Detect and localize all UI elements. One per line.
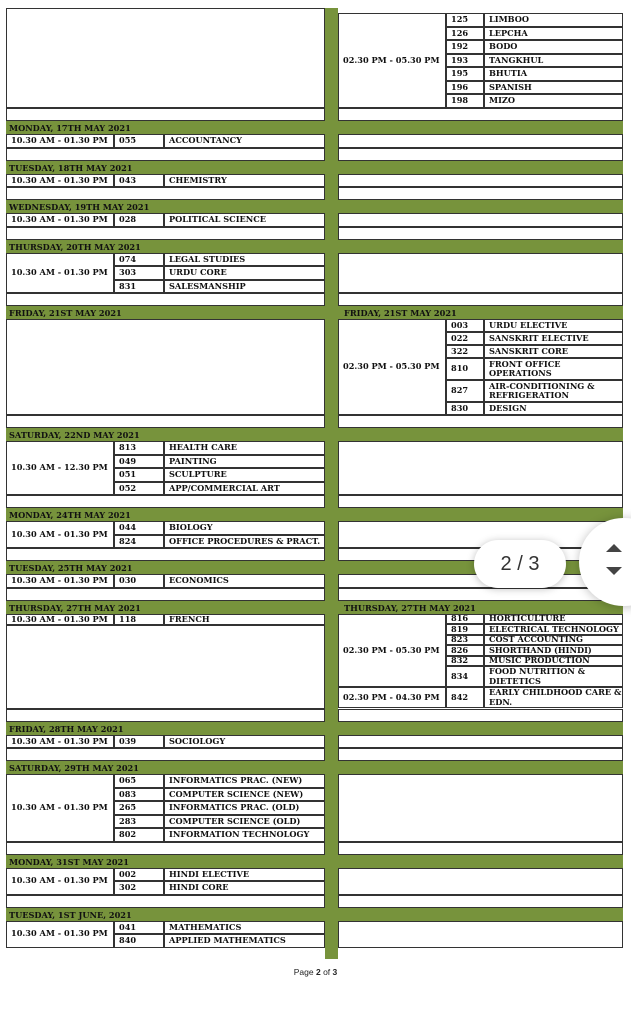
subject-name-text: INFORMATICS PRAC. (NEW) bbox=[169, 775, 303, 786]
session-time bbox=[6, 521, 114, 548]
subject-code-right-text: 192 bbox=[451, 41, 469, 52]
date-heading: THURSDAY, 20TH MAY 2021 bbox=[9, 241, 141, 252]
subject-code-right-text: 193 bbox=[451, 54, 469, 65]
subject-name-text: LEGAL STUDIES bbox=[169, 253, 246, 264]
subject-name-text: CHEMISTRY bbox=[169, 174, 227, 185]
subject-code bbox=[114, 881, 164, 895]
session-time-text: 10.30 AM - 01.30 PM bbox=[11, 735, 108, 746]
date-heading: SATURDAY, 22ND MAY 2021 bbox=[9, 430, 140, 440]
subject-name bbox=[164, 468, 325, 482]
empty-left-cell bbox=[6, 319, 325, 415]
subject-name bbox=[164, 574, 325, 588]
subject-code bbox=[114, 134, 164, 148]
page-label: Page bbox=[293, 967, 316, 977]
session-time-text: 10.30 AM - 01.30 PM bbox=[11, 135, 108, 146]
subject-code bbox=[114, 574, 164, 588]
subject-code-right-text: 810 bbox=[451, 363, 469, 374]
subject-code-text: 831 bbox=[119, 280, 137, 291]
session-time-text: 10.30 AM - 01.30 PM bbox=[11, 802, 108, 813]
subject-code-right-text: 003 bbox=[451, 319, 469, 330]
subject-name-right bbox=[484, 402, 623, 415]
session-time-text: 10.30 AM - 01.30 PM bbox=[11, 174, 108, 185]
subject-code-text: 028 bbox=[119, 214, 137, 225]
subject-name-right bbox=[484, 656, 623, 667]
subject-name-right-text: SANSKRIT ELECTIVE bbox=[489, 332, 589, 343]
date-heading: TUESDAY, 1ST JUNE, 2021 bbox=[9, 909, 132, 920]
subject-code-text: 044 bbox=[119, 522, 137, 533]
date-heading: TUESDAY, 25TH MAY 2021 bbox=[9, 563, 133, 573]
subject-code bbox=[114, 815, 164, 829]
session-time-text: 10.30 AM - 01.30 PM bbox=[11, 528, 108, 539]
subject-name bbox=[164, 535, 325, 549]
date-band bbox=[6, 508, 623, 521]
subject-name-text: ECONOMICS bbox=[169, 575, 229, 586]
date-heading: FRIDAY, 21ST MAY 2021 bbox=[9, 308, 122, 318]
subject-name-right-text: SHORTHAND (HINDI) bbox=[489, 644, 592, 655]
subject-code-text: 302 bbox=[119, 882, 137, 893]
subject-code-text: 083 bbox=[119, 788, 137, 799]
subject-code-right-text: 823 bbox=[451, 634, 469, 645]
subject-name bbox=[164, 174, 325, 188]
date-heading: SATURDAY, 29TH MAY 2021 bbox=[9, 763, 139, 773]
subject-name-right bbox=[484, 624, 623, 635]
subject-code bbox=[114, 521, 164, 535]
subject-name bbox=[164, 828, 325, 842]
session-time bbox=[6, 868, 114, 895]
subject-code-right-text: 830 bbox=[451, 402, 469, 413]
session-time bbox=[6, 441, 114, 495]
date-band bbox=[6, 121, 623, 134]
subject-code-right bbox=[446, 666, 484, 687]
page-current: 2 bbox=[315, 967, 321, 977]
subject-name-text: PAINTING bbox=[169, 455, 217, 466]
subject-name bbox=[164, 868, 325, 882]
subject-code bbox=[114, 934, 164, 948]
empty-right-cell bbox=[338, 868, 623, 895]
date-heading: MONDAY, 31ST MAY 2021 bbox=[9, 856, 129, 867]
date-band bbox=[6, 306, 623, 319]
page-total: 3 bbox=[332, 967, 338, 977]
subject-name-text: SALESMANSHIP bbox=[169, 280, 246, 291]
subject-name-text: INFORMATION TECHNOLOGY bbox=[169, 829, 310, 840]
subject-name-right-text: MIZO bbox=[489, 95, 516, 106]
subject-code bbox=[114, 828, 164, 842]
subject-code-right-text: 022 bbox=[451, 332, 469, 343]
subject-name-right bbox=[484, 27, 623, 41]
date-heading: WEDNESDAY, 19TH MAY 2021 bbox=[9, 202, 150, 212]
spacer-right bbox=[338, 495, 623, 508]
empty-right-cell bbox=[338, 521, 623, 548]
date-band bbox=[6, 855, 623, 868]
subject-code-text: 043 bbox=[119, 174, 137, 185]
scroll-up-icon[interactable] bbox=[606, 544, 622, 552]
session-time bbox=[6, 134, 114, 148]
empty-left-cell bbox=[6, 8, 325, 108]
subject-name-right-text: TANGKHUL bbox=[489, 54, 544, 65]
subject-name-right-text: FRONT OFFICE OPERATIONS bbox=[489, 358, 561, 378]
session-time bbox=[6, 213, 114, 227]
subject-name bbox=[164, 801, 325, 815]
date-band bbox=[6, 761, 623, 774]
subject-name-text: HEALTH CARE bbox=[169, 442, 238, 453]
spacer-left bbox=[6, 293, 325, 306]
subject-name-right bbox=[484, 319, 623, 332]
subject-code-right-text: 816 bbox=[451, 613, 469, 624]
subject-code-text: 065 bbox=[119, 775, 137, 786]
scroll-down-icon[interactable] bbox=[606, 567, 622, 575]
session-time-right-text: 02.30 PM - 05.30 PM bbox=[343, 361, 440, 372]
spacer-left bbox=[6, 108, 325, 121]
date-heading-right: FRIDAY, 21ST MAY 2021 bbox=[344, 308, 457, 318]
subject-name-right-text: FOOD NUTRITION & DIETETICS bbox=[489, 666, 586, 686]
spacer-right bbox=[338, 148, 623, 161]
subject-name-text: HINDI ELECTIVE bbox=[169, 868, 250, 879]
session-time bbox=[6, 253, 114, 294]
date-band bbox=[6, 200, 623, 213]
subject-code-text: 041 bbox=[119, 921, 137, 932]
date-heading-right: THURSDAY, 27TH MAY 2021 bbox=[344, 602, 476, 613]
subject-code-right-text: 196 bbox=[451, 81, 469, 92]
subject-code-right bbox=[446, 358, 484, 380]
subject-name-right-text: HORTICULTURE bbox=[489, 613, 566, 624]
subject-name-right bbox=[484, 94, 623, 108]
spacer-left bbox=[6, 588, 325, 601]
spacer-left bbox=[6, 227, 325, 240]
subject-code-text: 118 bbox=[119, 613, 137, 624]
subject-code-text: 039 bbox=[119, 735, 137, 746]
subject-name-text: FRENCH bbox=[169, 613, 210, 624]
empty-right-cell bbox=[338, 134, 623, 148]
session-time-right bbox=[338, 687, 446, 708]
date-band bbox=[6, 908, 623, 921]
subject-code bbox=[114, 441, 164, 455]
subject-name-text: POLITICAL SCIENCE bbox=[169, 214, 267, 225]
subject-name bbox=[164, 815, 325, 829]
empty-right-cell bbox=[338, 441, 623, 495]
subject-code bbox=[114, 614, 164, 625]
subject-code-text: 030 bbox=[119, 575, 137, 586]
subject-name-right bbox=[484, 635, 623, 646]
center-divider bbox=[325, 8, 338, 959]
subject-name-right-text: LIMBOO bbox=[489, 14, 529, 25]
empty-right-cell bbox=[338, 253, 623, 294]
subject-code-right-text: 842 bbox=[451, 691, 469, 702]
subject-code bbox=[114, 213, 164, 227]
date-heading: FRIDAY, 28TH MAY 2021 bbox=[9, 723, 124, 734]
subject-code-right bbox=[446, 40, 484, 54]
subject-name-text: OFFICE PROCEDURES & PRACT. bbox=[169, 535, 321, 546]
subject-name-right-text: BHUTIA bbox=[489, 68, 528, 79]
subject-name-text: URDU CORE bbox=[169, 267, 227, 278]
subject-code-text: 802 bbox=[119, 829, 137, 840]
subject-code-right bbox=[446, 81, 484, 95]
subject-code-right-text: 125 bbox=[451, 14, 469, 25]
subject-name-right bbox=[484, 687, 623, 708]
subject-code bbox=[114, 280, 164, 294]
subject-name-right bbox=[484, 54, 623, 68]
date-band bbox=[6, 428, 623, 441]
spacer-right bbox=[338, 187, 623, 200]
spacer-left bbox=[6, 748, 325, 761]
spacer-right bbox=[338, 748, 623, 761]
subject-code bbox=[114, 266, 164, 280]
subject-name-right bbox=[484, 380, 623, 402]
subject-code-right bbox=[446, 635, 484, 646]
subject-name bbox=[164, 482, 325, 496]
subject-name bbox=[164, 881, 325, 895]
subject-name bbox=[164, 774, 325, 788]
subject-name-right bbox=[484, 332, 623, 345]
subject-code-right-text: 322 bbox=[451, 345, 469, 356]
subject-code-right-text: 827 bbox=[451, 385, 469, 396]
subject-name bbox=[164, 455, 325, 469]
spacer-right bbox=[338, 895, 623, 908]
date-band bbox=[6, 240, 623, 253]
subject-code-right bbox=[446, 332, 484, 345]
subject-code-text: 813 bbox=[119, 442, 137, 453]
subject-name-right-text: ELECTRICAL TECHNOLOGY bbox=[489, 623, 619, 634]
subject-code-text: 265 bbox=[119, 802, 137, 813]
subject-code-text: 051 bbox=[119, 469, 137, 480]
page-of: of bbox=[320, 967, 333, 977]
spacer-right bbox=[338, 709, 623, 722]
subject-name bbox=[164, 614, 325, 625]
subject-name-text: INFORMATICS PRAC. (OLD) bbox=[169, 802, 300, 813]
subject-name bbox=[164, 280, 325, 294]
subject-name-right bbox=[484, 13, 623, 27]
subject-code-right bbox=[446, 614, 484, 625]
subject-name-right-text: SANSKRIT CORE bbox=[489, 345, 569, 356]
subject-name bbox=[164, 253, 325, 267]
subject-name-right bbox=[484, 81, 623, 95]
spacer-right bbox=[338, 227, 623, 240]
subject-code-right-text: 826 bbox=[451, 644, 469, 655]
subject-code-right-text: 126 bbox=[451, 27, 469, 38]
subject-code-right-text: 832 bbox=[451, 655, 469, 666]
subject-name-text: HINDI CORE bbox=[169, 882, 229, 893]
subject-code-right bbox=[446, 402, 484, 415]
spacer-left bbox=[6, 709, 325, 722]
spacer-right bbox=[338, 108, 623, 121]
session-time-right-text: 02.30 PM - 05.30 PM bbox=[343, 644, 440, 655]
spacer-right bbox=[338, 415, 623, 428]
subject-name-right-text: EARLY CHILDHOOD CARE & EDN. bbox=[489, 687, 622, 707]
session-time-right bbox=[338, 614, 446, 688]
subject-code-right bbox=[446, 645, 484, 656]
empty-right-cell bbox=[338, 921, 623, 948]
subject-name-text: MATHEMATICS bbox=[169, 921, 242, 932]
date-heading: TUESDAY, 18TH MAY 2021 bbox=[9, 162, 133, 173]
subject-name-right bbox=[484, 666, 623, 687]
subject-code bbox=[114, 468, 164, 482]
subject-name-right-text: DESIGN bbox=[489, 402, 527, 413]
subject-name bbox=[164, 521, 325, 535]
subject-code-text: 824 bbox=[119, 535, 137, 546]
spacer-left bbox=[6, 415, 325, 428]
empty-right-cell bbox=[338, 174, 623, 188]
empty-left-cell bbox=[6, 625, 325, 709]
subject-code-text: 052 bbox=[119, 482, 137, 493]
session-time-text: 10.30 AM - 12.30 PM bbox=[11, 462, 108, 473]
session-time bbox=[6, 735, 114, 749]
subject-code bbox=[114, 455, 164, 469]
subject-name-right-text: LEPCHA bbox=[489, 27, 528, 38]
subject-code-right bbox=[446, 54, 484, 68]
subject-name-right bbox=[484, 67, 623, 81]
date-band bbox=[6, 161, 623, 174]
subject-code bbox=[114, 535, 164, 549]
subject-code bbox=[114, 735, 164, 749]
date-heading: MONDAY, 24TH MAY 2021 bbox=[9, 510, 131, 520]
subject-name-right bbox=[484, 614, 623, 625]
spacer-right bbox=[338, 842, 623, 855]
subject-name-right bbox=[484, 40, 623, 54]
subject-name-text: ACCOUNTANCY bbox=[169, 135, 242, 146]
subject-code-text: 055 bbox=[119, 135, 137, 146]
date-heading: MONDAY, 17TH MAY 2021 bbox=[9, 123, 131, 133]
subject-name bbox=[164, 213, 325, 227]
subject-name-right-text: AIR-CONDITIONING & REFRIGERATION bbox=[489, 380, 595, 400]
session-time-text: 10.30 AM - 01.30 PM bbox=[11, 267, 108, 278]
subject-code-right bbox=[446, 380, 484, 402]
subject-code bbox=[114, 788, 164, 802]
session-time bbox=[6, 921, 114, 948]
subject-code bbox=[114, 482, 164, 496]
session-time-right-text: 02.30 PM - 04.30 PM bbox=[343, 691, 440, 702]
subject-code-right bbox=[446, 345, 484, 358]
subject-code-right-text: 195 bbox=[451, 68, 469, 79]
subject-name-text: APPLIED MATHEMATICS bbox=[169, 935, 286, 946]
subject-code-right bbox=[446, 687, 484, 708]
subject-name bbox=[164, 441, 325, 455]
subject-name-right bbox=[484, 345, 623, 358]
subject-code-text: 303 bbox=[119, 267, 137, 278]
session-time-text: 10.30 AM - 01.30 PM bbox=[11, 928, 108, 939]
session-time bbox=[6, 614, 114, 625]
subject-code-right bbox=[446, 319, 484, 332]
empty-right-cell bbox=[338, 735, 623, 749]
subject-name-text: BIOLOGY bbox=[169, 522, 213, 533]
subject-code-text: 840 bbox=[119, 935, 137, 946]
subject-code bbox=[114, 921, 164, 935]
subject-code-right bbox=[446, 624, 484, 635]
session-time-text: 10.30 AM - 01.30 PM bbox=[11, 214, 108, 225]
subject-name-text: SCULPTURE bbox=[169, 469, 227, 480]
subject-code bbox=[114, 253, 164, 267]
session-time bbox=[6, 574, 114, 588]
subject-code bbox=[114, 774, 164, 788]
page-indicator bbox=[0, 967, 631, 977]
session-time-text: 10.30 AM - 01.30 PM bbox=[11, 875, 108, 886]
subject-code-right-text: 198 bbox=[451, 95, 469, 106]
spacer-left bbox=[6, 842, 325, 855]
subject-name bbox=[164, 735, 325, 749]
subject-code bbox=[114, 801, 164, 815]
spacer-right bbox=[338, 588, 623, 601]
page-counter-pill bbox=[474, 540, 566, 588]
date-band bbox=[6, 601, 623, 614]
subject-code-right-text: 834 bbox=[451, 670, 469, 681]
spacer-right bbox=[338, 293, 623, 306]
subject-code-right bbox=[446, 67, 484, 81]
subject-name-right-text: BODO bbox=[489, 41, 518, 52]
subject-name bbox=[164, 134, 325, 148]
subject-name-text: COMPUTER SCIENCE (NEW) bbox=[169, 788, 304, 799]
subject-name-right-text: MUSIC PRODUCTION bbox=[489, 655, 590, 666]
session-time-text: 10.30 AM - 01.30 PM bbox=[11, 575, 108, 586]
date-band bbox=[6, 722, 623, 735]
subject-code-right-text: 819 bbox=[451, 623, 469, 634]
subject-name-right bbox=[484, 645, 623, 656]
subject-code-text: 283 bbox=[119, 815, 137, 826]
subject-code-right bbox=[446, 656, 484, 667]
spacer-left bbox=[6, 148, 325, 161]
session-time-right bbox=[338, 319, 446, 415]
subject-name-right-text: SPANISH bbox=[489, 81, 532, 92]
empty-right-cell bbox=[338, 213, 623, 227]
page-counter-text: 2 / 3 bbox=[500, 552, 540, 575]
subject-name bbox=[164, 934, 325, 948]
session-time-right bbox=[338, 13, 446, 108]
subject-name bbox=[164, 266, 325, 280]
spacer-left bbox=[6, 495, 325, 508]
session-time-right-text: 02.30 PM - 05.30 PM bbox=[343, 54, 440, 65]
subject-code-right bbox=[446, 94, 484, 108]
spacer-left bbox=[6, 187, 325, 200]
subject-code-right bbox=[446, 27, 484, 41]
subject-name-text: COMPUTER SCIENCE (OLD) bbox=[169, 815, 301, 826]
subject-code-right bbox=[446, 13, 484, 27]
session-time bbox=[6, 174, 114, 188]
session-time bbox=[6, 774, 114, 842]
date-heading: THURSDAY, 27TH MAY 2021 bbox=[9, 602, 141, 613]
subject-code-text: 002 bbox=[119, 868, 137, 879]
subject-name-text: SOCIOLOGY bbox=[169, 735, 226, 746]
session-time-text: 10.30 AM - 01.30 PM bbox=[11, 613, 108, 624]
subject-code-text: 049 bbox=[119, 455, 137, 466]
subject-code-text: 074 bbox=[119, 253, 137, 264]
empty-right-cell bbox=[338, 774, 623, 842]
spacer-left bbox=[6, 548, 325, 561]
subject-name bbox=[164, 788, 325, 802]
subject-code bbox=[114, 868, 164, 882]
subject-name-right bbox=[484, 358, 623, 380]
subject-code bbox=[114, 174, 164, 188]
subject-name bbox=[164, 921, 325, 935]
spacer-left bbox=[6, 895, 325, 908]
subject-name-text: APP/COMMERCIAL ART bbox=[169, 482, 280, 493]
subject-name-right-text: COST ACCOUNTING bbox=[489, 634, 584, 645]
subject-name-right-text: URDU ELECTIVE bbox=[489, 319, 568, 330]
